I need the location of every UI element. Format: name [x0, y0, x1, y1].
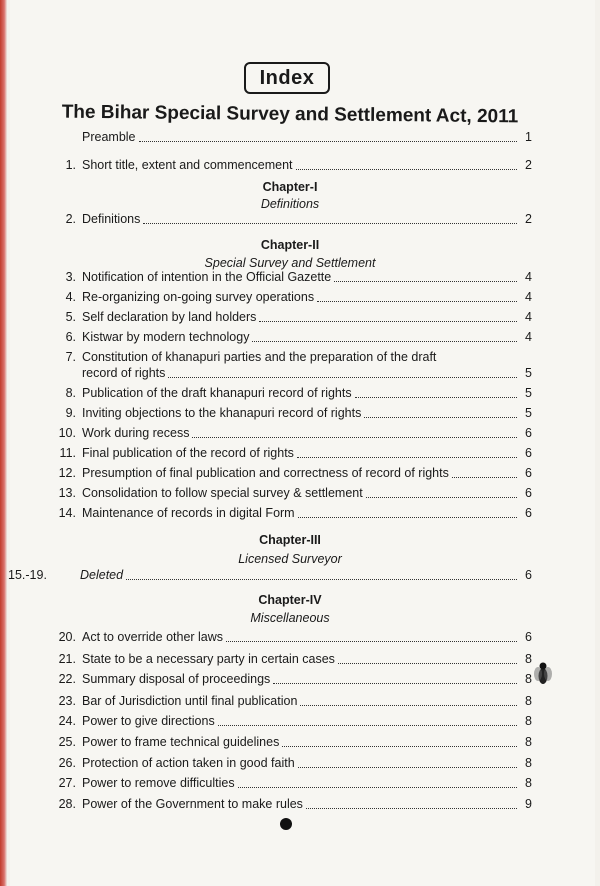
entry-page: 4	[525, 290, 532, 304]
entry-number: 12.	[58, 466, 76, 480]
toc-entry-14[interactable]	[42, 506, 532, 521]
entry-label: Bar of Jurisdiction until final publication	[82, 694, 298, 708]
entry-label: Preamble	[82, 130, 136, 144]
index-heading: Index	[244, 62, 330, 94]
chapter-4-heading: Chapter-IV	[258, 593, 322, 607]
entry-number: 14.	[58, 506, 76, 520]
entry-number: 26.	[58, 756, 76, 770]
dot-leader	[218, 725, 517, 726]
entry-page: 6	[525, 568, 532, 582]
entry-label: Summary disposal of proceedings	[82, 672, 271, 686]
entry-page: 6	[525, 630, 532, 644]
entry-number: 15.-19.	[8, 568, 47, 582]
entry-number: 28.	[58, 797, 76, 811]
dot-leader	[259, 321, 517, 322]
entry-label: Protection of action taken in good faith	[82, 756, 295, 770]
entry-label: Notification of intention in the Official Gazette	[82, 270, 332, 284]
toc-entry-1[interactable]	[42, 158, 532, 173]
entry-number: 3.	[65, 270, 76, 284]
entry-label: Kistwar by modern technology	[82, 330, 250, 344]
toc-entry-8[interactable]	[42, 386, 532, 401]
entry-page: 4	[525, 270, 532, 284]
entry-page: 5	[525, 406, 532, 420]
entry-page: 8	[525, 672, 532, 686]
entry-number: 24.	[58, 714, 76, 728]
entry-number: 25.	[58, 735, 76, 749]
entry-label: Short title, extent and commencement	[82, 158, 293, 172]
toc-entry-9[interactable]	[42, 406, 532, 421]
toc-entry-23[interactable]	[42, 694, 532, 709]
toc-entry-24[interactable]	[42, 714, 532, 729]
entry-number: 20.	[58, 630, 76, 644]
entry-page: 6	[525, 466, 532, 480]
chapter-1-heading: Chapter-I	[262, 180, 318, 194]
entry-label: Final publication of the record of rights	[82, 446, 294, 460]
entry-number: 11.	[59, 446, 76, 460]
entry-label: Act to override other laws	[82, 630, 224, 644]
entry-number: 13.	[58, 486, 76, 500]
dot-leader	[143, 223, 517, 224]
entry-page: 2	[525, 158, 532, 172]
entry-label: Maintenance of records in digital Form	[82, 506, 295, 520]
entry-label: Power to frame technical guidelines	[82, 735, 280, 749]
dot-leader	[298, 517, 517, 518]
entry-label: Power to give directions	[82, 714, 215, 728]
entry-page: 8	[525, 694, 532, 708]
entry-number: 21.	[58, 652, 76, 666]
dot-leader	[338, 663, 517, 664]
entry-label: Presumption of final publication and correctness of record of rights	[82, 466, 449, 480]
toc-entry-6[interactable]	[42, 330, 532, 345]
entry-label: Work during recess	[82, 426, 190, 440]
entry-number: 4.	[65, 290, 76, 304]
dot-leader	[273, 683, 517, 684]
dot-leader	[168, 377, 517, 378]
chapter-2-subtitle: Special Survey and Settlement	[204, 256, 376, 270]
entry-page: 6	[525, 426, 532, 440]
entry-page: 2	[525, 212, 532, 226]
entry-page: 8	[525, 776, 532, 790]
toc-entry-5[interactable]	[42, 310, 532, 325]
chapter-1-subtitle: Definitions	[260, 197, 320, 211]
toc-entry-20[interactable]	[42, 630, 532, 645]
dot-leader	[355, 397, 517, 398]
toc-entry-27[interactable]	[42, 776, 532, 791]
entry-page: 8	[525, 652, 532, 666]
dot-leader	[317, 301, 517, 302]
entry-page: 5	[525, 386, 532, 400]
dot-leader	[282, 746, 517, 747]
toc-entry-10[interactable]	[42, 426, 532, 441]
entry-label-continued: record of rights	[82, 366, 166, 380]
entry-label: Power to remove difficulties	[82, 776, 235, 790]
entry-number: 27.	[58, 776, 76, 790]
entry-number: 1.	[65, 158, 76, 172]
dot-leader	[334, 281, 517, 282]
entry-number: 2.	[65, 212, 76, 226]
dot-leader	[366, 497, 517, 498]
dot-leader	[298, 767, 517, 768]
dot-leader	[296, 169, 517, 170]
entry-number: 9.	[65, 406, 76, 420]
entry-page: 8	[525, 735, 532, 749]
entry-number: 8.	[65, 386, 76, 400]
entry-label: Constitution of khanapuri parties and the preparation of the draft	[82, 350, 437, 364]
chapter-3-subtitle: Licensed Surveyor	[238, 552, 342, 566]
toc-entry-25[interactable]	[42, 735, 532, 750]
dot-leader	[452, 477, 517, 478]
entry-number: 7.	[65, 350, 76, 364]
entry-page: 8	[525, 756, 532, 770]
entry-number: 6.	[65, 330, 76, 344]
dot-leader	[126, 579, 517, 580]
entry-page: 6	[525, 506, 532, 520]
toc-entry-2[interactable]	[42, 212, 532, 227]
toc-entry-21[interactable]	[42, 652, 532, 667]
toc-entry-22[interactable]	[42, 672, 532, 687]
toc-entry-preamble[interactable]	[42, 130, 532, 145]
page-bullet	[280, 818, 292, 830]
dot-leader	[252, 341, 517, 342]
document-title: The Bihar Special Survey and Settlement Act, 2011	[61, 101, 519, 128]
entry-label: Consolidation to follow special survey & settlement	[82, 486, 363, 500]
entry-page: 4	[525, 330, 532, 344]
toc-entry-13[interactable]	[42, 486, 532, 501]
chapter-2-heading: Chapter-II	[260, 238, 320, 252]
dot-leader	[238, 787, 517, 788]
chapter-3-heading: Chapter-III	[259, 533, 321, 547]
toc-entry-26[interactable]	[42, 756, 532, 771]
toc-entry-7[interactable]	[42, 366, 532, 381]
toc-entry-12[interactable]	[42, 466, 532, 481]
toc-entry-7-line1[interactable]	[42, 350, 436, 364]
dot-leader	[226, 641, 517, 642]
entry-number: 10.	[58, 426, 76, 440]
dot-leader	[300, 705, 517, 706]
dot-leader	[364, 417, 517, 418]
entry-label: Publication of the draft khanapuri record of rights	[82, 386, 352, 400]
entry-label: Re-organizing on-going survey operations	[82, 290, 315, 304]
entry-number: 23.	[58, 694, 76, 708]
entry-number: 5.	[65, 310, 76, 324]
toc-entry-3[interactable]	[42, 270, 532, 285]
toc-entry-11[interactable]	[42, 446, 532, 461]
toc-entry-15-19[interactable]	[8, 568, 532, 583]
dot-leader	[192, 437, 517, 438]
entry-label: State to be a necessary party in certain cases	[82, 652, 335, 666]
entry-page: 9	[525, 797, 532, 811]
dot-leader	[306, 808, 517, 809]
entry-page: 6	[525, 486, 532, 500]
toc-entry-28[interactable]	[42, 797, 532, 812]
dot-leader	[297, 457, 517, 458]
entry-label: Self declaration by land holders	[82, 310, 257, 324]
entry-label: Deleted	[80, 568, 124, 582]
entry-page: 6	[525, 446, 532, 460]
entry-label: Inviting objections to the khanapuri record of rights	[82, 406, 362, 420]
entry-page: 4	[525, 310, 532, 324]
fly-icon	[534, 660, 552, 688]
entry-page: 5	[525, 366, 532, 380]
entry-page: 8	[525, 714, 532, 728]
entry-number: 22.	[58, 672, 76, 686]
entry-label: Definitions	[82, 212, 141, 226]
entry-label: Power of the Government to make rules	[82, 797, 303, 811]
entry-page: 1	[525, 130, 532, 144]
chapter-4-subtitle: Miscellaneous	[250, 611, 330, 625]
toc-entry-4[interactable]	[42, 290, 532, 305]
dot-leader	[139, 141, 518, 142]
